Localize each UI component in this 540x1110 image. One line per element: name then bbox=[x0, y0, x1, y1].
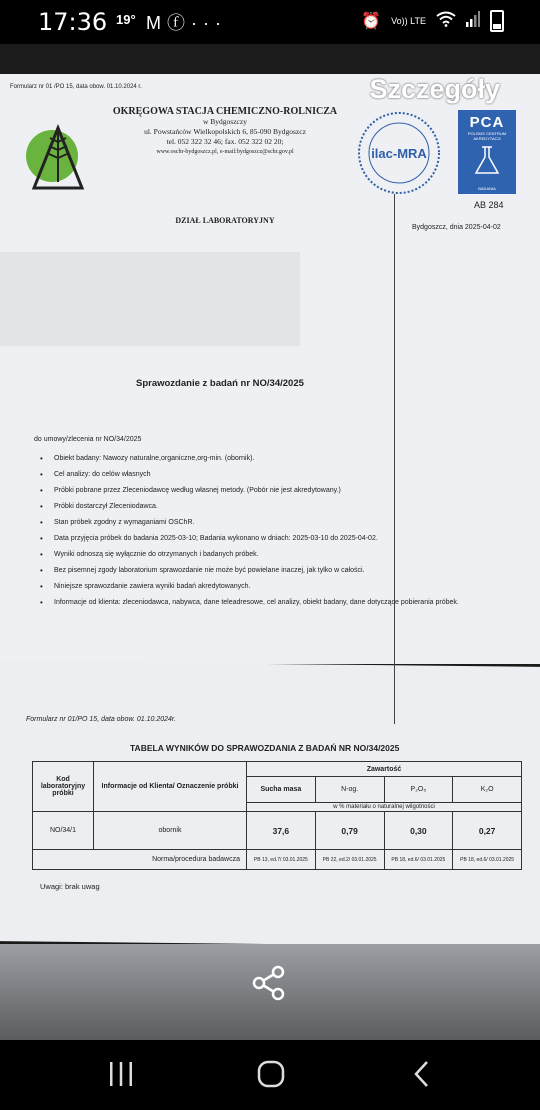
row-n: 0,79 bbox=[315, 812, 384, 850]
row-code: NO/34/1 bbox=[33, 812, 94, 850]
viewer-title: Szczegóły bbox=[369, 74, 500, 104]
col-dry-header: Sucha masa bbox=[247, 777, 316, 803]
system-icons bbox=[361, 10, 504, 32]
pca-label: PCA bbox=[469, 114, 505, 131]
form-number-bottom: Formularz nr 01/PO 15, data obow. 01.10.2024r. bbox=[26, 716, 176, 723]
list-item: • Bez pisemnej zgody laboratorium sprawozdanie nie może być powielane inaczej, jak tylko w całości. bbox=[40, 566, 530, 582]
pca-subtitle: POLSKIE CENTRUM AKREDYTACJI bbox=[467, 131, 507, 141]
form-number-top: Formularz nr 01 /PO 15, data obow. 01.10.2024 r. bbox=[10, 84, 142, 90]
unit-row: w % materiału o naturalnej wilgotności bbox=[247, 803, 522, 812]
list-item: • Niniejsze sprawozdanie zawiera wyniki badań akredytowanych. bbox=[40, 582, 530, 598]
col-k-header: K₂O bbox=[453, 777, 522, 803]
wifi-icon bbox=[436, 11, 456, 32]
organization-header bbox=[100, 106, 350, 225]
org-city: w Bydgoszczy bbox=[203, 117, 247, 126]
notification-icons bbox=[146, 9, 227, 35]
col-code-header: Kod laboratoryjny próbki bbox=[33, 762, 94, 812]
col-n-header: N-og. bbox=[315, 777, 384, 803]
signal-icon bbox=[466, 11, 480, 32]
redacted-block bbox=[0, 252, 300, 346]
norm-p: PB 18, ed.6/ 03.01.2025 bbox=[384, 850, 453, 870]
home-icon[interactable] bbox=[248, 1054, 294, 1094]
more-icon: ··· bbox=[191, 13, 227, 33]
list-item: • Cel analizy: do celów własnych bbox=[40, 470, 530, 486]
ilac-label: ilac-MRA bbox=[371, 146, 427, 161]
list-item: • Informacje od klienta: zleceniodawca, nabywca, dane teleadresowe, cel analizy, obiekt badany, dane dotyczące pobierania próbek. bbox=[40, 598, 530, 614]
pca-logo bbox=[458, 110, 516, 194]
ilac-mra-logo-icon bbox=[356, 110, 442, 196]
image-viewer[interactable] bbox=[0, 44, 540, 1040]
department: DZIAŁ LABORATORYJNY bbox=[175, 216, 275, 225]
col-p-header: P₂O₅ bbox=[384, 777, 453, 803]
org-phone: tel. 052 322 32 46; fax. 052 322 02 20; bbox=[166, 137, 284, 146]
navigation-bar bbox=[0, 1040, 540, 1110]
list-item: • Wyniki odnoszą się wyłącznie do otrzymanych i badanych próbek. bbox=[40, 550, 530, 566]
back-icon[interactable] bbox=[400, 1054, 446, 1094]
row-k: 0,27 bbox=[453, 812, 522, 850]
list-item: • Data przyjęcia próbek do badania 2025-03-10; Badania wykonano w dniach: 2025-03-10 do 2025-04-02. bbox=[40, 534, 530, 550]
contract-number: do umowy/zlecenia nr NO/34/2025 bbox=[34, 436, 142, 443]
list-item: • Próbki dostarczył Zleceniodawca. bbox=[40, 502, 530, 518]
recents-icon[interactable] bbox=[98, 1054, 144, 1094]
col-group-header: Zawartość bbox=[247, 762, 522, 777]
row-dry: 37,6 bbox=[247, 812, 316, 850]
norm-label: Norma/procedura badawcza bbox=[33, 850, 247, 870]
temperature: 19° bbox=[116, 12, 136, 27]
table-title: TABELA WYNIKÓW DO SPRAWOZDANIA Z BADAŃ NR NO/34/2025 bbox=[130, 743, 400, 753]
list-item: • Obiekt badany: Nawozy naturalne,organiczne,org-min. (obornik). bbox=[40, 454, 530, 470]
remarks: Uwagi: brak uwag bbox=[40, 882, 100, 891]
row-info: obornik bbox=[94, 812, 247, 850]
org-web: www.oschr-bydgoszcz.pl, e-mail:bydgoszcz@schr.gov.pl bbox=[156, 149, 294, 155]
clock: 17:36 bbox=[38, 8, 108, 36]
status-bar bbox=[0, 0, 540, 44]
results-table bbox=[32, 761, 522, 870]
org-name: OKRĘGOWA STACJA CHEMICZNO-ROLNICZA bbox=[112, 106, 338, 117]
volte-icon: Vo)) LTE bbox=[391, 15, 426, 26]
norm-k: PB 18, ed.6/ 03.01.2025 bbox=[453, 850, 522, 870]
alarm-icon: ⏰ bbox=[361, 13, 382, 30]
facebook-icon: ⓕ bbox=[167, 13, 191, 33]
pca-flask-icon bbox=[458, 141, 516, 181]
list-item: • Próbki pobrane przez Zleceniodawcę według własnej metody. (Pobór nie jest akredytowany.) bbox=[40, 486, 530, 502]
report-title: Sprawozdanie z badań nr NO/34/2025 bbox=[136, 378, 304, 389]
norm-n: PB 22, ed.2/ 03.01.2025 bbox=[315, 850, 384, 870]
list-item: • Stan próbek zgodny z wymaganiami OSChR. bbox=[40, 518, 530, 534]
battery-icon bbox=[490, 10, 504, 32]
place-date: Bydgoszcz, dnia 2025-04-02 bbox=[412, 224, 501, 231]
org-address: ul. Powstańców Wielkopolskich 6, 85-090 Bydgoszcz bbox=[144, 127, 306, 136]
col-info-header: Informacje od Klienta/ Oznaczenie próbki bbox=[94, 762, 247, 812]
gmail-icon: M bbox=[146, 13, 167, 33]
report-bullets bbox=[40, 454, 530, 614]
accreditation-number: AB 284 bbox=[474, 200, 504, 210]
norm-dry: PB 13, ed.7/ 03.01.2025 bbox=[247, 850, 316, 870]
row-p: 0,30 bbox=[384, 812, 453, 850]
station-logo-icon bbox=[22, 118, 92, 198]
pca-bottom: BADANIA bbox=[478, 186, 496, 191]
share-icon[interactable] bbox=[250, 964, 288, 1002]
